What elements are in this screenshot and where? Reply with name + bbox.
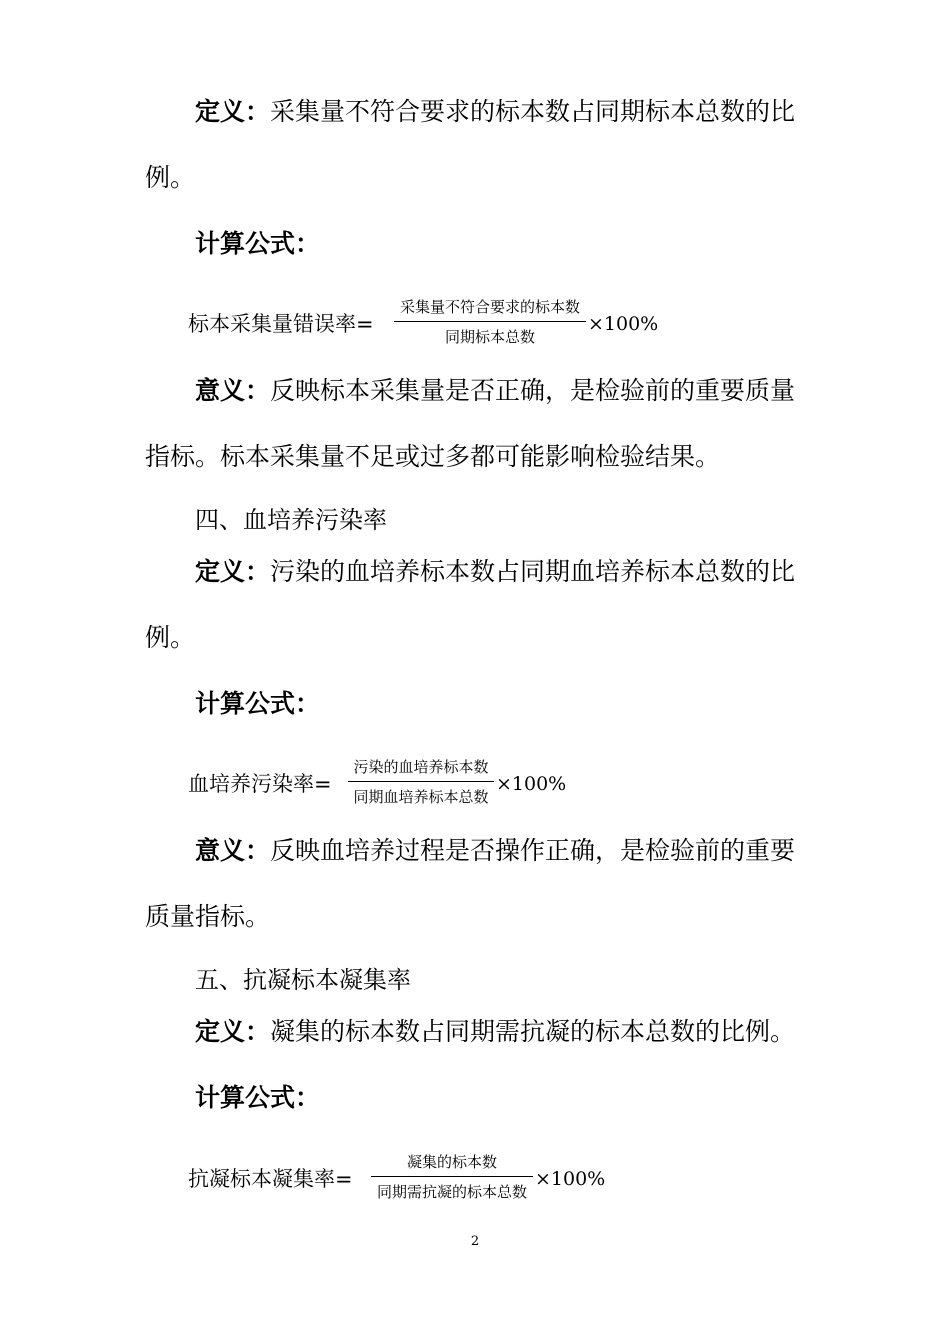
section-heading: 四、血培养污染率 <box>195 506 387 534</box>
definition-label: 定义： <box>195 97 271 126</box>
formula-denominator: 同期血培养标本总数 <box>353 788 489 806</box>
fraction-bar <box>394 321 586 322</box>
definition-label: 定义： <box>195 1017 271 1046</box>
definition-paragraph <box>195 1017 795 1047</box>
formula-label: 计算公式： <box>195 229 321 258</box>
formula-numerator: 采集量不符合要求的标本数 <box>399 298 580 316</box>
definition-paragraph <box>195 557 795 587</box>
formula-numerator: 凝集的标本数 <box>406 1153 497 1171</box>
section-heading: 五、抗凝标本凝集率 <box>195 966 411 994</box>
formula-label: 计算公式： <box>195 689 321 718</box>
meaning-paragraph <box>195 836 795 866</box>
formula-denominator: 同期需抗凝的标本总数 <box>376 1183 527 1201</box>
formula-rhs: ×100% <box>535 1168 606 1190</box>
error-rate-formula <box>188 297 668 357</box>
meaning-text: 反映标本采集量是否正确，是检验前的重要质量 <box>270 376 796 405</box>
meaning-paragraph <box>195 376 795 406</box>
agglutination-rate-formula <box>188 1152 628 1212</box>
contamination-rate-formula <box>188 757 608 817</box>
definition-text: 污染的血培养标本数占同期血培养标本总数的比 <box>270 557 796 586</box>
meaning-continuation: 质量指标。 <box>145 902 271 931</box>
definition-text: 凝集的标本数占同期需抗凝的标本总数的比例。 <box>270 1017 796 1046</box>
definition-label: 定义： <box>195 557 271 586</box>
definition-paragraph <box>195 97 795 127</box>
page-number: 2 <box>470 1234 480 1249</box>
formula-denominator: 同期标本总数 <box>444 328 535 346</box>
meaning-label: 意义： <box>195 836 271 865</box>
formula-lhs: 抗凝标本凝集率= <box>188 1167 353 1191</box>
fraction-bar <box>371 1176 533 1177</box>
meaning-text: 反映血培养过程是否操作正确，是检验前的重要 <box>270 836 796 865</box>
formula-lhs: 血培养污染率= <box>188 772 332 796</box>
formula-lhs: 标本采集量错误率= <box>188 312 374 336</box>
definition-continuation: 例。 <box>145 623 196 652</box>
fraction-bar <box>348 781 494 782</box>
formula-rhs: ×100% <box>496 773 567 795</box>
formula-label: 计算公式： <box>195 1083 321 1112</box>
formula-fraction <box>371 1152 533 1212</box>
meaning-label: 意义： <box>195 376 271 405</box>
definition-continuation: 例。 <box>145 163 196 192</box>
formula-rhs: ×100% <box>588 313 659 335</box>
meaning-continuation: 指标。标本采集量不足或过多都可能影响检验结果。 <box>145 442 721 471</box>
definition-text: 采集量不符合要求的标本数占同期标本总数的比 <box>270 97 796 126</box>
formula-numerator: 污染的血培养标本数 <box>353 758 489 776</box>
formula-fraction <box>394 297 586 357</box>
formula-fraction <box>348 757 494 817</box>
